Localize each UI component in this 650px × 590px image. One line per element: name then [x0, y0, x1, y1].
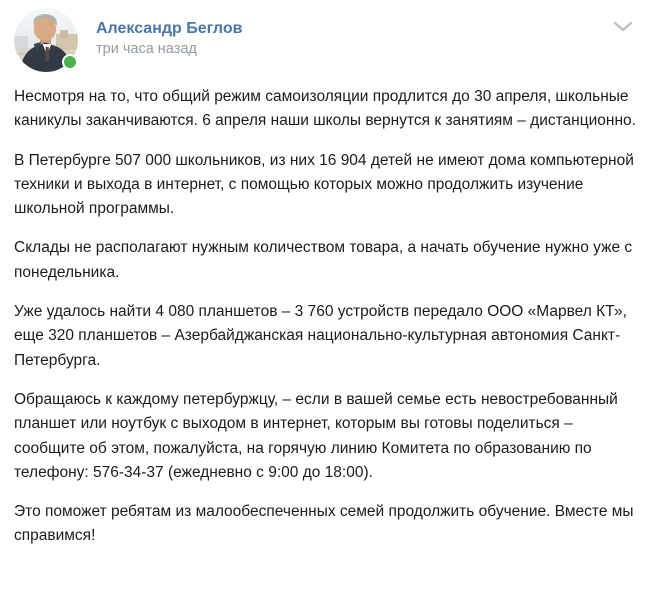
post-timestamp-link[interactable]: три часа назад [96, 41, 197, 57]
chevron-down-icon [613, 21, 633, 33]
post-menu-button[interactable] [610, 17, 636, 37]
avatar[interactable] [14, 8, 78, 72]
post-text [0, 72, 650, 549]
post-paragraph: Уже удалось найти 4 080 планшетов – 3 760 устройств передало ООО «Марвел КТ», еще 320 планшетов – Азербайджанская национально-культурная автономия Санкт-Петербурга. [14, 303, 627, 369]
post-header [0, 0, 650, 72]
post-paragraph: Это поможет ребятам из малообеспеченных семей продолжить обучение. Вместе мы справимся! [14, 503, 634, 545]
post-paragraph: В Петербурге 507 000 школьников, из них 16 904 детей не имеют дома компьютерной техники и выхода в интернет, с помощью которых можно продолжить изучение школьной программы. [14, 151, 634, 218]
author-name-link[interactable]: Александр Беглов [96, 20, 243, 37]
post-paragraph: Склады не располагают нужным количеством товара, а начать обучение нужно уже с понедельника. [14, 239, 633, 281]
post-paragraph: Несмотря на то, что общий режим самоизоляции продлится до 30 апреля, школьные каникулы заканчиваются. 6 апреля наши школы вернутся к занятиям – дистанционно. [14, 88, 636, 130]
post-paragraph: Обращаюсь к каждому петербуржцу, – если в вашей семье есть невостребованный планшет или ноутбук с выходом в интернет, которым вы готовы поделиться – сообщите об этом, пожалуйста, на горячую линию Комитета по образованию по телефону: 576-34-37 (ежедневно с 9:00 до 18:00). [14, 390, 618, 481]
online-status-dot [62, 54, 78, 70]
